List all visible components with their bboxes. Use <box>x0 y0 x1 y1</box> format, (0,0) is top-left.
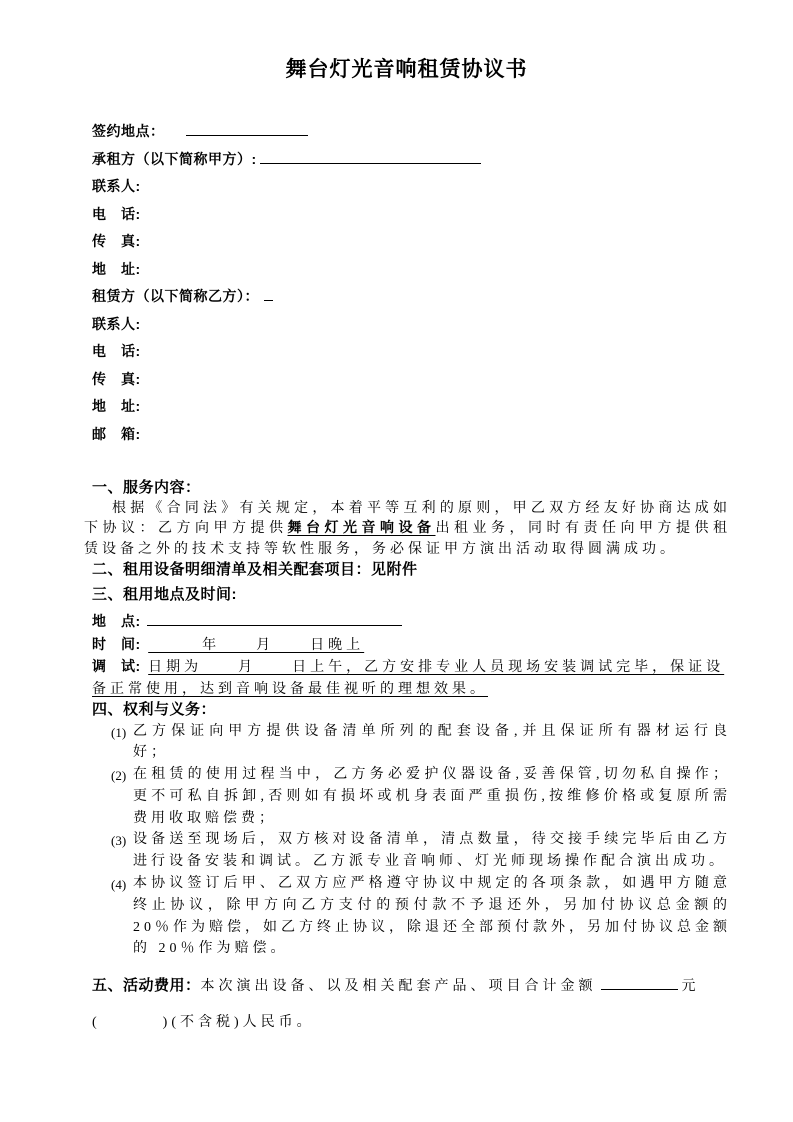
rights-obligations-list <box>92 721 731 961</box>
debug-value: 日期为 月 日上午，乙方安排专业人员现场安装调试完毕，保证设备正常使用，达到音响设备最佳视听的理想效果。 <box>92 660 725 697</box>
item-number: (3) <box>111 833 127 849</box>
venue-blank <box>147 612 402 626</box>
party-a-address-row <box>92 256 731 284</box>
sign-location-blank <box>186 122 308 136</box>
fees-line2 <box>92 1012 731 1033</box>
lessor-row <box>92 283 731 311</box>
lessor-name-blank <box>264 287 273 301</box>
parties-info-block <box>92 118 731 448</box>
sign-location-row <box>92 118 731 146</box>
list-item <box>111 764 731 829</box>
party-a-phone-row <box>92 201 731 229</box>
party-b-contact-row <box>92 311 731 339</box>
party-a-contact-row <box>92 173 731 201</box>
list-item <box>111 721 731 765</box>
amount-blank <box>601 976 678 990</box>
amount-words-open-paren: ( <box>92 1015 101 1031</box>
party-b-fax-row <box>92 366 731 394</box>
item-text: 本协议签订后甲、乙双方应严格遵守协议中规定的各项条款，如遇甲方随意终止协议，除甲方向乙方支付的预付款不予退还外，另加付协议总金额的 20％作为赔偿，如乙方终止协议，除退还全部预付款外，另加付协议总金额的 20％作为赔偿。 <box>133 876 731 957</box>
fees-text: 本次演出设备、以及相关配套产品、项目合计金额 <box>200 979 597 995</box>
venue-row <box>92 611 731 634</box>
lessee-row <box>92 146 731 174</box>
sign-location-label: 签约地点： <box>92 123 165 139</box>
list-item <box>111 829 731 873</box>
time-row <box>92 634 731 657</box>
section3-heading: 三、租用地点及时间: <box>92 585 237 603</box>
section1-emphasized-phrase: 舞台灯光音响设备 <box>287 521 436 536</box>
list-item <box>111 873 731 960</box>
section5-fees <box>92 975 731 1033</box>
section2-heading: 二、租用设备明细清单及相关配套项目：见附件 <box>92 561 418 578</box>
party-b-address-label: 地 址: <box>92 398 141 414</box>
section1-text-part1: 根据《合同法》有关规定，本着平等互利的原则，甲乙双方经友好协商达成如下协议：乙方向甲方提供 <box>84 500 731 536</box>
item-number: (1) <box>111 724 127 740</box>
party-a-phone-label: 电 话: <box>92 205 141 222</box>
item-number: (4) <box>111 877 127 893</box>
fees-line1 <box>92 975 731 997</box>
section4-heading: 四、权利与义务： <box>92 701 217 718</box>
lessee-name-blank <box>260 150 481 164</box>
lessor-label: 租赁方（以下简称乙方）： <box>92 288 259 304</box>
party-b-contact-label: 联系人: <box>92 315 141 332</box>
item-text: 乙方保证向甲方提供设备清单所列的配套设备,并且保证所有器材运行良好； <box>133 723 731 761</box>
party-b-address-row <box>92 393 731 421</box>
party-a-address-label: 地 址: <box>92 260 141 277</box>
debug-row <box>92 656 731 700</box>
party-b-email-row <box>92 421 731 449</box>
lessee-label: 承租方（以下简称甲方）: <box>92 150 257 167</box>
section1-text-part2: 出租业务，同时有责任向甲方提供租赁设备之外的技术支持等软性服务，务必保证甲方演出活动取得圆满成功。 <box>84 521 731 557</box>
currency-unit: 元 <box>681 979 700 995</box>
party-a-fax-row <box>92 228 731 256</box>
section1-heading: 一、服务内容： <box>92 479 201 496</box>
debug-label: 调 试: <box>92 658 141 674</box>
party-b-phone-row <box>92 338 731 366</box>
document-title: 舞台灯光音响租赁协议书 <box>285 58 528 81</box>
party-b-email-label: 邮 箱: <box>92 425 141 442</box>
party-b-phone-label: 电 话: <box>92 343 141 359</box>
venue-label: 地 点: <box>92 613 141 629</box>
item-text: 在租赁的使用过程当中，乙方务必爱护仪器设备,妥善保管,切勿私自操作；更不可私自拆卸,否则如有损坏或机身表面严重损伤,按维修价格或复原所需费用收取赔偿费； <box>133 767 731 826</box>
section5-heading: 五、活动费用： <box>92 977 201 995</box>
time-value: 年 月 日晚上 <box>148 637 365 653</box>
party-a-fax-label: 传 真: <box>92 233 141 249</box>
fees-line2-text: )(不含税)人民币。 <box>162 1015 315 1031</box>
item-number: (2) <box>111 768 127 784</box>
section1-paragraph <box>84 499 731 561</box>
item-text: 设备送至现场后，双方核对设备清单，清点数量，待交接手续完毕后由乙方进行设备安装和调试。乙方派专业音响师、灯光师现场操作配合演出成功。 <box>133 832 731 870</box>
contract-body <box>84 478 731 1033</box>
party-b-fax-label: 传 真: <box>92 370 141 387</box>
time-label: 时 间: <box>92 635 141 652</box>
party-a-contact-label: 联系人: <box>92 178 141 194</box>
